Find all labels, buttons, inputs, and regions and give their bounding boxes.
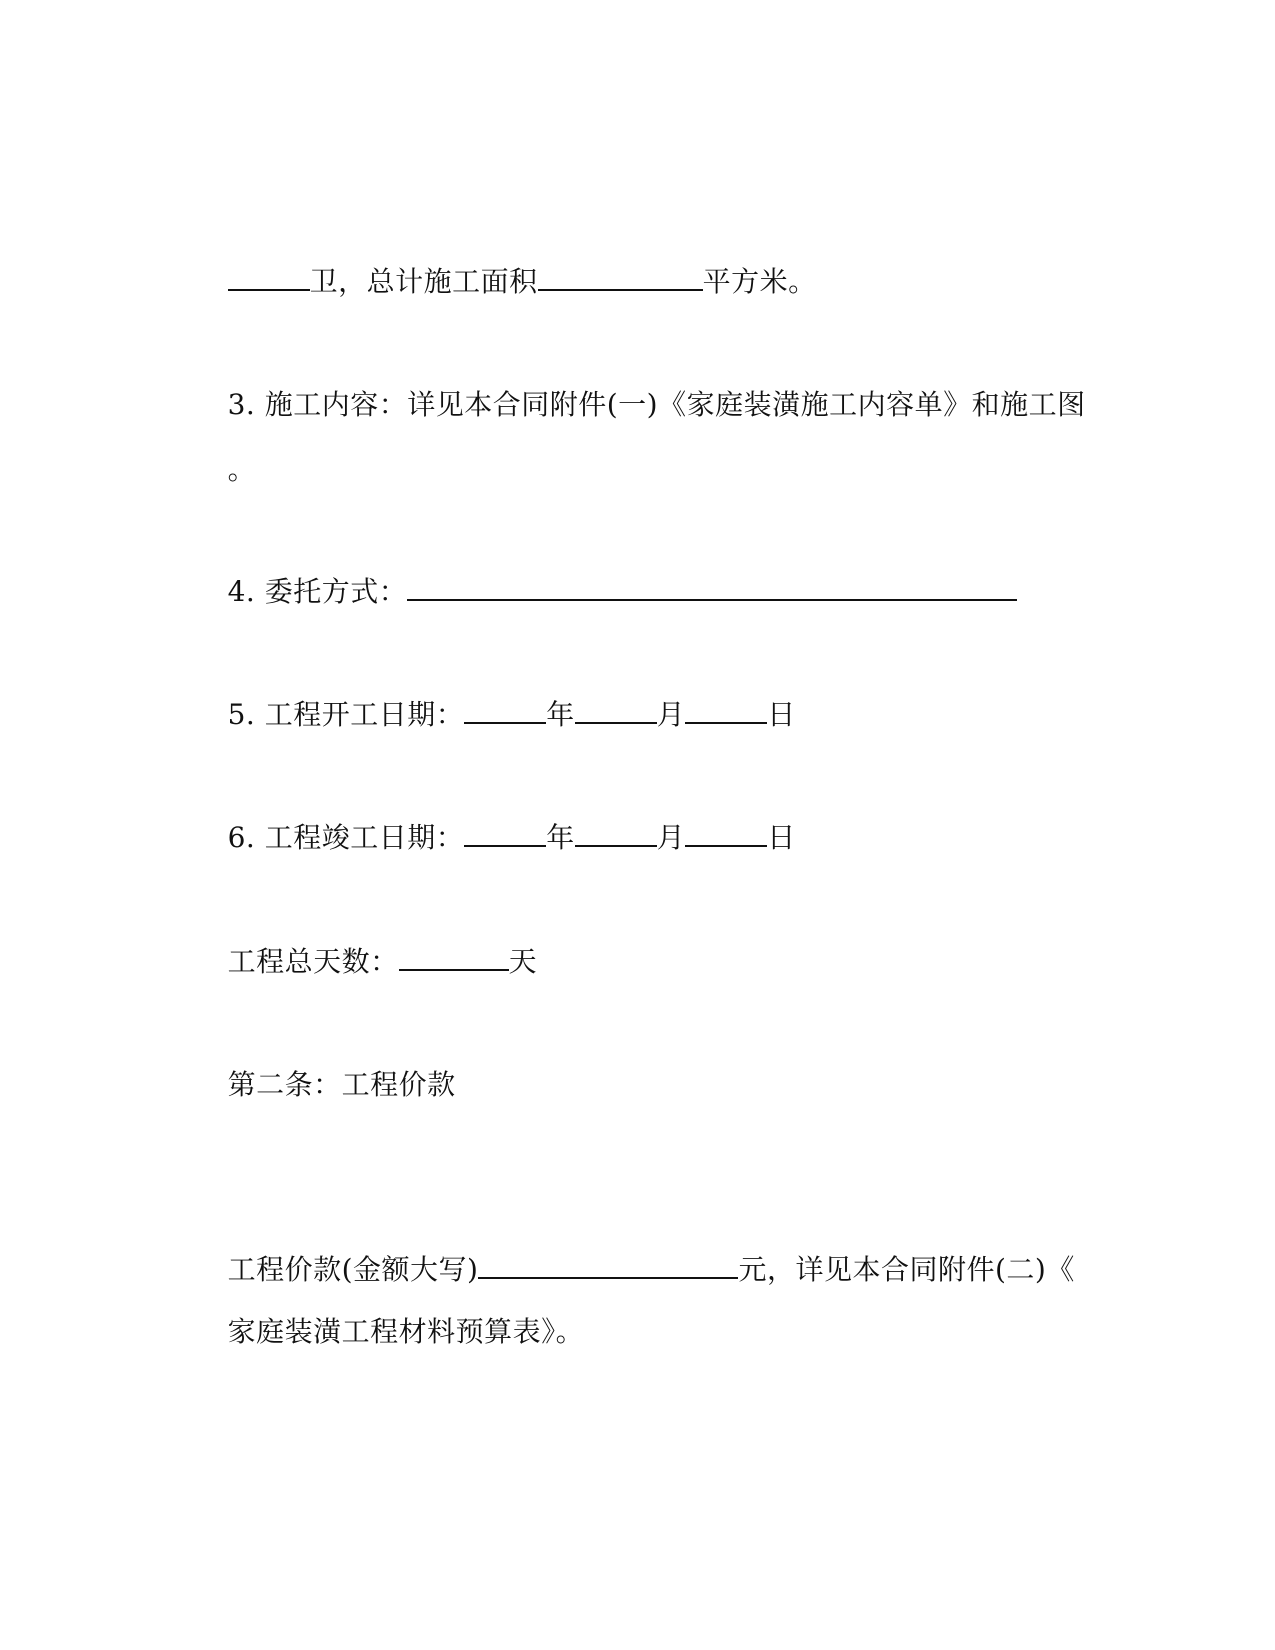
delegation-method-label: 4. 委托方式： (227, 575, 408, 608)
completion-month-unit: 月 (656, 821, 686, 854)
budget-table-line (190, 1272, 584, 1392)
completion-year-unit: 年 (546, 821, 575, 854)
bathroom-count-blank[interactable] (228, 263, 310, 291)
total-days-line (190, 902, 537, 1022)
start-date-label: 5. 工程开工日期： (227, 698, 465, 731)
completion-month-blank[interactable] (575, 819, 657, 847)
completion-date-line (190, 778, 796, 898)
start-date-line (190, 655, 796, 775)
construction-content-continuation (190, 410, 256, 530)
start-month-unit: 月 (656, 698, 686, 731)
completion-day-blank[interactable] (685, 819, 767, 847)
delegation-method-blank[interactable] (407, 573, 1017, 601)
construction-content-text: 3. 施工内容：详见本合同附件(一)《家庭装潢施工内容单》和施工图 (227, 388, 1086, 421)
delegation-method-line (190, 532, 1017, 652)
start-month-blank[interactable] (575, 696, 657, 724)
total-days-blank[interactable] (399, 943, 509, 971)
completion-day-unit: 日 (767, 821, 796, 854)
project-price-after: 元，详见本合同附件(二)《 (738, 1253, 1075, 1286)
construction-content-line (190, 345, 1086, 465)
total-days-unit: 天 (508, 945, 538, 978)
start-day-unit: 日 (767, 698, 796, 731)
section-heading-text: 第二条：工程价款 (227, 1068, 456, 1101)
completion-year-blank[interactable] (464, 819, 546, 847)
start-year-blank[interactable] (464, 696, 546, 724)
budget-table-text: 家庭装潢工程材料预算表》。 (227, 1315, 585, 1348)
project-price-label: 工程价款(金额大写) (227, 1253, 479, 1286)
area-label: 卫，总计施工面积 (309, 265, 538, 298)
total-days-label: 工程总天数： (227, 945, 399, 978)
start-day-blank[interactable] (685, 696, 767, 724)
completion-date-label: 6. 工程竣工日期： (227, 821, 465, 854)
section-heading-price (190, 1025, 456, 1145)
continuation-period: 。 (227, 453, 257, 486)
area-line (190, 222, 817, 342)
start-year-unit: 年 (546, 698, 575, 731)
area-unit: 平方米。 (702, 265, 817, 298)
total-area-blank[interactable] (538, 263, 703, 291)
